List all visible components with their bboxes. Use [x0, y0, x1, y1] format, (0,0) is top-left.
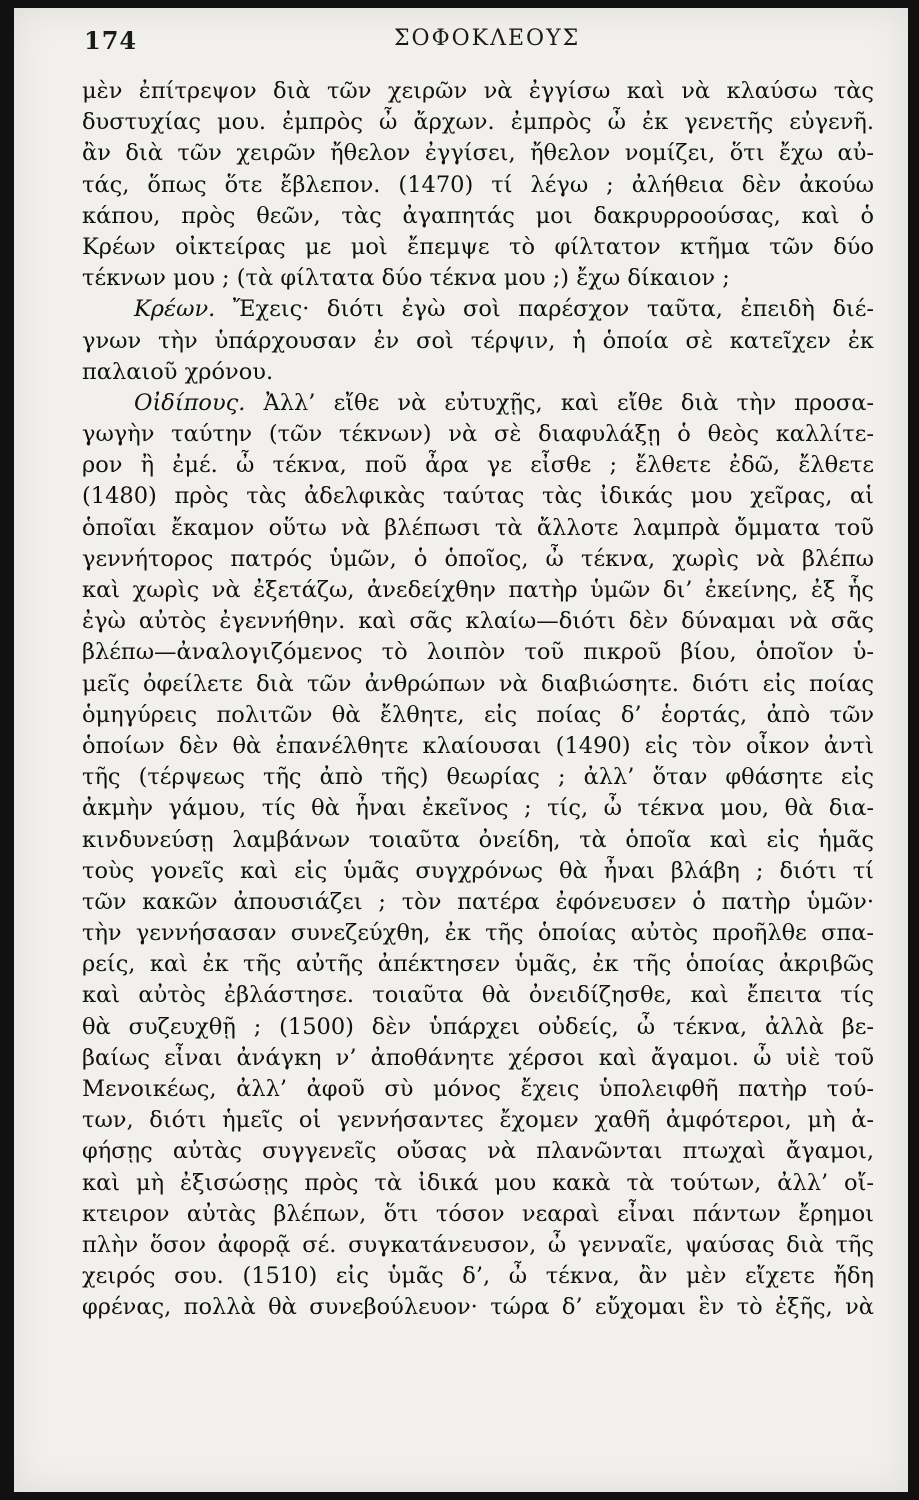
line-text: φήσῃς αὐτὰς συγγενεῖς οὔσας νὰ πλανῶνται πτωχαὶ ἄγαμοι, [82, 1138, 874, 1165]
text-line [82, 606, 874, 637]
text-line [82, 731, 874, 762]
text-line [82, 669, 874, 700]
text-line [82, 419, 874, 450]
line-text: γεννήτορος πατρός ὑμῶν, ὁ ὁποῖος, ὦ τέκνα, χωρὶς νὰ βλέπω [82, 545, 874, 572]
running-title: ΣΟΦΟΚΛΕΟΥΣ [394, 26, 581, 51]
text-line [82, 76, 874, 107]
text-line [82, 1136, 874, 1167]
text-line [82, 232, 874, 263]
text-line [82, 481, 874, 512]
text-line [82, 544, 874, 575]
line-text: καὶ χωρὶς νὰ ἐξετάζω, ἀνεδείχθην πατὴρ ὑμῶν δι’ ἐκείνης, ἐξ ἧς [82, 577, 874, 603]
line-text: ἀκμὴν γάμου, τίς θὰ ἦναι ἐκεῖνος ; τίς, ὦ τέκνα μου, θὰ δια- [82, 795, 874, 822]
line-text: κάπου, πρὸς θεῶν, τὰς ἀγαπητάς μοι δακρυρροούσας, καὶ ὁ [82, 202, 874, 229]
text-line [82, 1292, 874, 1323]
speaker-name: Κρέων. [134, 296, 216, 323]
line-text: ὁποῖαι ἔκαμον οὕτω νὰ βλέπωσι τὰ ἄλλοτε λαμπρὰ ὄμματα τοῦ [82, 514, 874, 541]
text-line [82, 700, 874, 731]
text-line [82, 138, 874, 169]
line-text: μεῖς ὀφείλετε διὰ τῶν ἀνθρώπων νὰ διαβιώσητε. διότι εἰς ποίας [82, 670, 874, 697]
book-page [14, 8, 908, 1492]
body-text [82, 76, 874, 1324]
speaker-name: Οἰδίπους. [134, 389, 246, 416]
line-text: γνων τὴν ὑπάρχουσαν ἐν σοὶ τέρψιν, ἡ ὁποία σὲ κατεῖχεν ἐκ [82, 327, 874, 354]
line-text: τέκνων μου ; (τὰ φίλτατα δύο τέκνα μου ;) ἔχω δίκαιον ; [82, 265, 730, 292]
line-text: Ἀλλ’ εἴθε νὰ εὐτυχῇς, καὶ εἴθε διὰ τὴν προσα- [245, 389, 874, 416]
text-line [82, 1199, 874, 1230]
line-text: τῶν κακῶν ἀπουσιάζει ; τὸν πατέρα ἐφόνευσεν ὁ πατὴρ ὑμῶν· [82, 888, 874, 915]
text-line [82, 1043, 874, 1074]
line-text: παλαιοῦ χρόνου. [82, 358, 274, 385]
text-line [82, 949, 874, 980]
text-line [82, 326, 874, 357]
line-text: κινδυνεύσῃ λαμβάνων τοιαῦτα ὀνείδη, τὰ ὁποῖα καὶ εἰς ἡμᾶς [82, 826, 874, 853]
line-text: ρείς, καὶ ἐκ τῆς αὐτῆς ἀπέκτησεν ὑμᾶς, ἐκ τῆς ὁποίας ἀκριβῶς [82, 951, 874, 978]
line-text: γωγὴν ταύτην (τῶν τέκνων) νὰ σὲ διαφυλάξῃ ὁ θεὸς καλλίτε- [82, 421, 874, 448]
line-text: καὶ αὐτὸς ἐβλάστησε. τοιαῦτα θὰ ὀνειδίζησθε, καὶ ἔπειτα τίς [82, 982, 874, 1009]
text-line [82, 1105, 874, 1136]
text-line [82, 263, 874, 294]
text-line [82, 201, 874, 232]
line-text: καὶ μὴ ἐξισώσῃς πρὸς τὰ ἰδικά μου κακὰ τὰ τούτων, ἀλλ’ οἴ- [82, 1169, 874, 1196]
text-line [82, 1012, 874, 1043]
line-text: μὲν ἐπίτρεψον διὰ τῶν χειρῶν νὰ ἐγγίσω καὶ νὰ κλαύσω τὰς [82, 78, 874, 104]
text-line [82, 762, 874, 793]
line-text: των, διότι ἡμεῖς οἱ γεννήσαντες ἔχομεν χαθῆ ἀμφότεροι, μὴ ἀ- [82, 1107, 874, 1134]
line-text: ἐγὼ αὐτὸς ἐγεννήθην. καὶ σᾶς κλαίω—διότι δὲν δύναμαι νὰ σᾶς [82, 608, 874, 635]
text-line [82, 294, 874, 325]
line-text: θὰ συζευχθῇ ; (1500) δὲν ὑπάρχει οὐδείς, ὦ τέκνα, ἀλλὰ βε- [82, 1013, 874, 1040]
text-line [82, 825, 874, 856]
line-text: φρένας, πολλὰ θὰ συνεβούλευον· τώρα δ’ εὔχομαι ἓν τὸ ἐξῆς, νὰ [82, 1294, 874, 1321]
text-line [82, 1230, 874, 1261]
text-line [82, 918, 874, 949]
text-line [82, 637, 874, 668]
line-text: ρον ἢ ἐμέ. ὦ τέκνα, ποῦ ἆρα γε εἶσθε ; ἔλθετε ἐδῶ, ἔλθετε [82, 452, 874, 479]
text-line [82, 856, 874, 887]
line-text: τοὺς γονεῖς καὶ εἰς ὑμᾶς συγχρόνως θὰ ἦναι βλάβη ; διότι τί [82, 857, 874, 884]
text-line [82, 450, 874, 481]
text-line [82, 107, 874, 138]
text-line [82, 980, 874, 1011]
text-line [82, 357, 874, 388]
line-text: τὴν γεννήσασαν συνεζεύχθη, ἐκ τῆς ὁποίας αὐτὸς προῆλθε σπα- [82, 920, 874, 947]
line-text: τάς, ὅπως ὅτε ἔβλεπον. (1470) τί λέγω ; ἀλήθεια δὲν ἀκούω [82, 171, 874, 198]
line-text: Κρέων οἰκτείρας με μοὶ ἔπεμψε τὸ φίλτατον κτῆμα τῶν δύο [82, 233, 874, 260]
text-line [82, 1261, 874, 1292]
line-text: βλέπω—ἀναλογιζόμενος τὸ λοιπὸν τοῦ πικροῦ βίου, ὁποῖον ὑ- [82, 639, 874, 666]
line-text: Ἔχεις· διότι ἐγὼ σοὶ παρέσχον ταῦτα, ἐπειδὴ διέ- [215, 296, 874, 323]
line-text: δυστυχίας μου. ἐμπρὸς ὦ ἄρχων. ἐμπρὸς ὦ ἐκ γενετῆς εὐγενῆ. [82, 109, 874, 136]
text-line [82, 1168, 874, 1199]
line-text: Μενοικέως, ἀλλ’ ἀφοῦ σὺ μόνος ἔχεις ὑπολειφθῆ πατὴρ τού- [82, 1076, 874, 1102]
line-text: κτειρον αὐτὰς βλέπων, ὅτι τόσον νεαραὶ εἶναι πάντων ἔρημοι [82, 1200, 874, 1227]
text-line [82, 793, 874, 824]
page-number: 174 [84, 26, 138, 55]
text-line [82, 887, 874, 918]
text-line [82, 388, 874, 419]
line-text: τῆς (τέρψεως τῆς ἀπὸ τῆς) θεωρίας ; ἀλλ’ ὅταν φθάσητε εἰς [82, 764, 874, 791]
line-text: ἂν διὰ τῶν χειρῶν ἤθελον ἐγγίσει, ἤθελον νομίζει, ὅτι ἔχω αὐ- [82, 140, 874, 167]
line-text: ὁποίων δὲν θὰ ἐπανέλθητε κλαίουσαι (1490) εἰς τὸν οἶκον ἀντὶ [82, 732, 874, 759]
line-text: (1480) πρὸς τὰς ἀδελφικὰς ταύτας τὰς ἰδικάς μου χεῖρας, αἱ [82, 483, 874, 510]
line-text: πλὴν ὅσον ἀφορᾷ σέ. συγκατάνευσον, ὦ γενναῖε, ψαύσας διὰ τῆς [82, 1231, 874, 1258]
line-text: ὁμηγύρεις πολιτῶν θὰ ἔλθητε, εἰς ποίας δ’ ἑορτάς, ἀπὸ τῶν [82, 701, 874, 728]
page-header [14, 26, 908, 66]
text-line [82, 170, 874, 201]
text-line [82, 1074, 874, 1105]
text-line [82, 575, 874, 606]
line-text: βαίως εἶναι ἀνάγκη ν’ ἀποθάνητε χέρσοι καὶ ἄγαμοι. ὦ υἱὲ τοῦ [82, 1044, 874, 1071]
line-text: χειρός σου. (1510) εἰς ὑμᾶς δ’, ὦ τέκνα, ἂν μὲν εἴχετε ἤδη [82, 1263, 874, 1290]
text-line [82, 513, 874, 544]
